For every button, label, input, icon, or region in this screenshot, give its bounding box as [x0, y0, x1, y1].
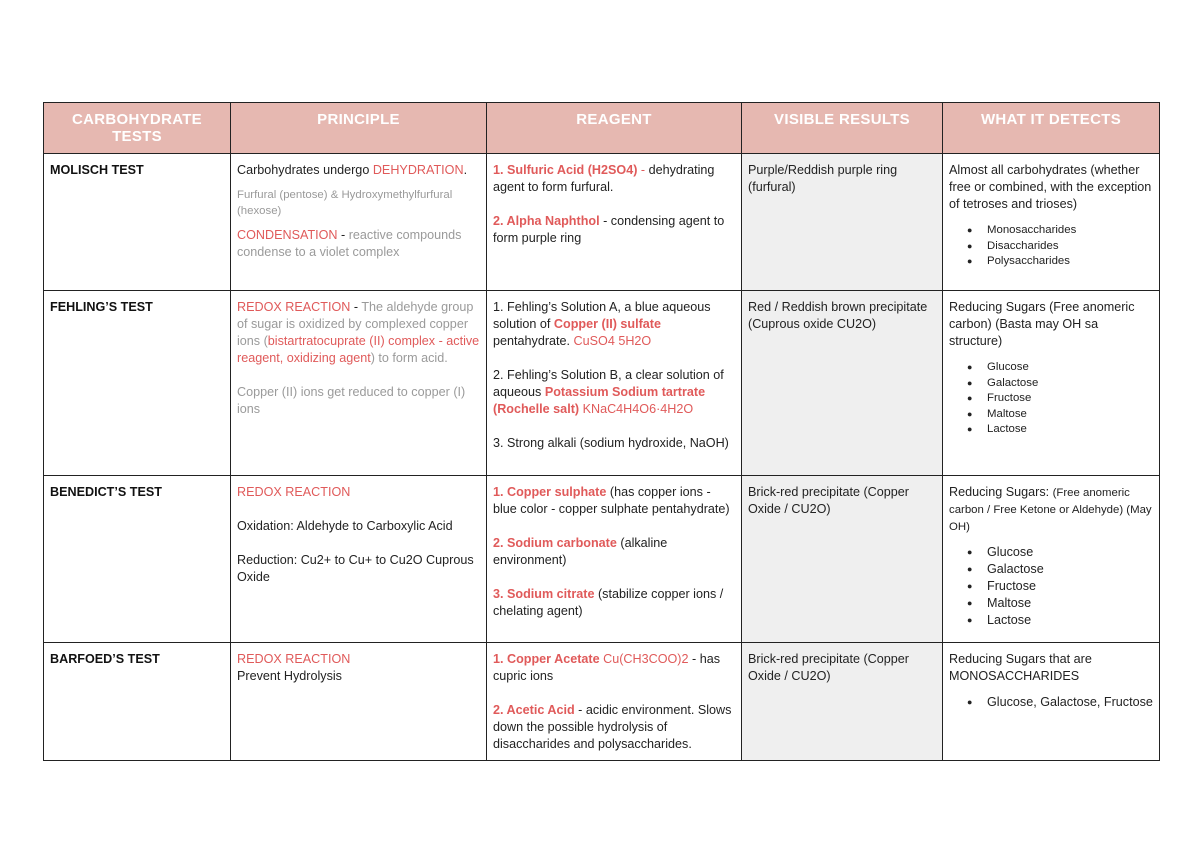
header-principle: PRINCIPLE: [231, 103, 487, 154]
reagent-name: 2. Sodium carbonate: [493, 536, 617, 550]
detects-text: Reducing Sugars (Free anomeric carbon) (Basta may OH sa structure): [949, 300, 1135, 348]
test-name-barfoed: BARFOED’S TEST: [44, 643, 231, 761]
reagent-text: pentahydrate.: [493, 334, 574, 348]
header-carbohydrate-tests: CARBOHYDRATE TESTS: [44, 103, 231, 154]
test-name-molisch: MOLISCH TEST: [44, 154, 231, 291]
header-visible-results: VISIBLE RESULTS: [742, 103, 943, 154]
list-item: ● Maltose: [987, 407, 1153, 423]
reagent-text: (has copper ions - blue color - copper sulphate pentahydrate): [493, 485, 730, 516]
reagent-formula: Cu(CH3COO)2: [599, 652, 689, 666]
list-item: ● Maltose: [987, 595, 1153, 612]
reagent-formula: CuSO4 5H2O: [573, 334, 652, 348]
header-reagent: REAGENT: [487, 103, 742, 154]
list-item: ● Galactose: [987, 561, 1153, 578]
reagent-dash: -: [637, 163, 649, 177]
principle-note: Copper (II) ions get reduced to copper (I) ions: [237, 385, 466, 416]
reagent-name: 2. Alpha Naphthol: [493, 214, 600, 228]
table-row-benedict: [44, 476, 1160, 643]
detects-text: Reducing Sugars:: [949, 485, 1053, 499]
principle-keyword: DEHYDRATION: [372, 163, 464, 177]
list-item: ● Glucose: [987, 360, 1153, 376]
list-item: ● Glucose, Galactose, Fructose: [987, 694, 1153, 711]
list-item: ● Disaccharides: [987, 239, 1153, 255]
reagent-text: - acidic environment. Slows down the possible hydrolysis of disaccharides and polysaccharides.: [493, 703, 732, 751]
reagent-formula: KNaC4H4O6·4H2O: [579, 402, 694, 416]
principle-note: The aldehyde group of sugar is oxidized by complexed copper ions (: [237, 300, 474, 348]
reagent-text: 1. Fehling’s Solution A, a blue aqueous solution of: [493, 300, 711, 331]
reagent-molisch: [487, 154, 742, 291]
principle-text: -: [337, 228, 349, 242]
reagent-text: - has cupric ions: [493, 652, 720, 683]
principle-keyword: bistartratocuprate (II) complex - active reagent, oxidizing agent: [237, 334, 480, 365]
reagent-text: 3. Strong alkali (sodium hydroxide, NaOH): [493, 436, 729, 450]
carbohydrate-tests-table: [43, 102, 1160, 761]
reagent-name: 1. Copper Acetate: [493, 652, 600, 666]
visible-result-fehling: Red / Reddish brown precipitate (Cuprous oxide CU2O): [742, 291, 943, 476]
test-name-benedict: BENEDICT’S TEST: [44, 476, 231, 643]
header-row: [44, 103, 1160, 154]
principle-note: reactive compounds condense to a violet complex: [237, 228, 462, 259]
test-name-fehling: FEHLING’S TEST: [44, 291, 231, 476]
detects-barfoed: [943, 643, 1160, 761]
principle-text: Oxidation: Aldehyde to Carboxylic Acid: [237, 519, 453, 533]
detects-text: Reducing Sugars that are MONOSACCHARIDES: [949, 652, 1092, 683]
principle-text: Prevent Hydrolysis: [237, 669, 342, 683]
list-item: ● Lactose: [987, 612, 1153, 629]
list-item: ● Glucose: [987, 544, 1153, 561]
detects-list: [949, 544, 1153, 629]
table-row-fehling: [44, 291, 1160, 476]
reagent-name: Potassium Sodium tartrate (Rochelle salt): [493, 385, 706, 416]
table-row-molisch: [44, 154, 1160, 291]
principle-note: ) to form acid.: [370, 351, 448, 365]
detects-benedict: [943, 476, 1160, 643]
principle-text: Reduction: Cu2+ to Cu+ to Cu2O Cuprous Oxide: [237, 553, 474, 584]
reagent-text: (stabilize copper ions / chelating agent): [493, 587, 724, 618]
detects-note: (Free anomeric carbon / Free Ketone or Aldehyde) (May OH): [949, 487, 1152, 533]
reagent-text: dehydrating agent to form furfural.: [493, 163, 715, 194]
header-what-it-detects: WHAT IT DETECTS: [943, 103, 1160, 154]
detects-molisch: [943, 154, 1160, 291]
principle-fehling: [231, 291, 487, 476]
principle-text: -: [350, 300, 362, 314]
principle-barfoed: [231, 643, 487, 761]
detects-list: [949, 694, 1153, 711]
detects-list: [949, 223, 1153, 270]
detects-text: Almost all carbohydrates (whether free or combined, with the exception of tetroses and trioses): [949, 163, 1152, 211]
list-item: ● Galactose: [987, 376, 1153, 392]
list-item: ● Fructose: [987, 391, 1153, 407]
principle-molisch: [231, 154, 487, 291]
reagent-benedict: [487, 476, 742, 643]
principle-text: .: [463, 163, 468, 177]
principle-benedict: [231, 476, 487, 643]
visible-result-molisch: Purple/Reddish purple ring (furfural): [742, 154, 943, 291]
reagent-text: 2. Fehling’s Solution B, a clear solution of aqueous: [493, 368, 724, 399]
reagent-name: 3. Sodium citrate: [493, 587, 595, 601]
reagent-name: 2. Acetic Acid: [493, 703, 575, 717]
principle-text: Carbohydrates undergo: [237, 163, 373, 177]
list-item: ● Lactose: [987, 422, 1153, 438]
list-item: ● Polysaccharides: [987, 254, 1153, 270]
table-row-barfoed: [44, 643, 1160, 761]
principle-keyword: CONDENSATION: [237, 228, 338, 242]
detects-list: [949, 360, 1153, 438]
reagent-name: Copper (II) sulfate: [553, 317, 661, 331]
principle-keyword: REDOX REACTION: [237, 300, 351, 314]
principle-note: Furfural (pentose) & Hydroxymethylfurfural (hexose): [237, 189, 453, 217]
reagent-name: 1. Copper sulphate: [493, 485, 607, 499]
list-item: ● Fructose: [987, 578, 1153, 595]
visible-result-benedict: Brick-red precipitate (Copper Oxide / CU2O): [742, 476, 943, 643]
visible-result-barfoed: Brick-red precipitate (Copper Oxide / CU2O): [742, 643, 943, 761]
reagent-text: - condensing agent to form purple ring: [493, 214, 725, 245]
reagent-text: (alkaline environment): [493, 536, 668, 567]
principle-keyword: REDOX REACTION: [237, 652, 351, 666]
detects-fehling: [943, 291, 1160, 476]
list-item: ● Monosaccharides: [987, 223, 1153, 239]
reagent-name: 1. Sulfuric Acid (H2SO4): [493, 163, 638, 177]
principle-keyword: REDOX REACTION: [237, 485, 351, 499]
reagent-barfoed: [487, 643, 742, 761]
reagent-fehling: [487, 291, 742, 476]
